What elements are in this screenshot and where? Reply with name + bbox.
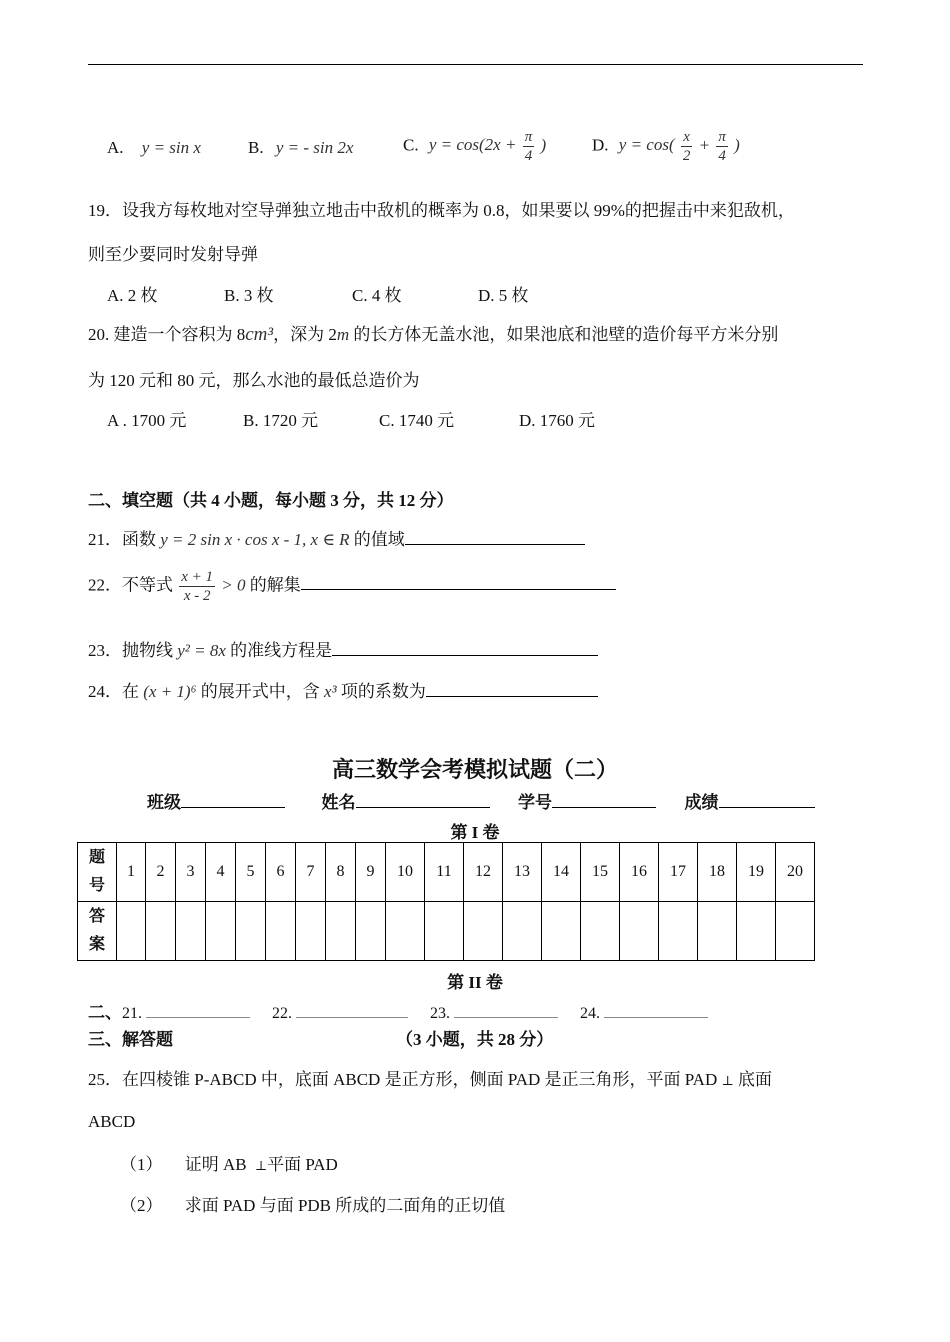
info-line (147, 788, 815, 813)
question-number: 18 (698, 843, 737, 902)
option-expression: y = - sin 2x (275, 138, 354, 157)
answer-cell[interactable] (117, 902, 146, 961)
q20-line2: 为 120 元和 80 元，那么水池的最低总造价为 (88, 371, 420, 390)
q20-line1: 20. 建造一个容积为 8cm³，深为 2m 的长方体无盖水池，如果池底和池壁的造价每平方米分别 (88, 324, 779, 345)
question-number: 16 (620, 843, 659, 902)
q24-expression: (x + 1)⁶ (143, 682, 197, 701)
answer-cell[interactable] (698, 902, 737, 961)
answer-cell[interactable] (386, 902, 425, 961)
question-number: 12 (464, 843, 503, 902)
fill-answers-line: 二、21. 22. 23. 24. (88, 998, 708, 1023)
question-number: 3 (176, 843, 206, 902)
row-label-question: 题号 (78, 843, 117, 902)
answer-sheet-title: 高三数学会考模拟试题（二） (331, 757, 618, 782)
q19-option-a: A. 2 枚 (107, 286, 158, 305)
table-row (78, 902, 815, 961)
unit-m: m (336, 325, 350, 344)
answer-cell[interactable] (146, 902, 176, 961)
question-number: 20 (776, 843, 815, 902)
section2-heading: 二、填空题（共 4 小题，每小题 3 分，共 12 分） (88, 491, 454, 510)
name-field[interactable] (356, 806, 490, 808)
section3-heading: 三、解答题 (88, 1030, 173, 1049)
q23-expression: y² = 8x (177, 641, 226, 660)
q21-answer-blank (405, 543, 585, 545)
question-number: 14 (542, 843, 581, 902)
answer-table (77, 842, 815, 961)
q20-option-b: B. 1720 元 (243, 411, 319, 430)
q18-option-b (248, 138, 353, 158)
q25-line1: 25．在四棱锥 P-ABCD 中，底面 ABCD 是正方形，侧面 PAD 是正三角形，平面 PAD ⊥ 底面 (88, 1070, 772, 1089)
answer-cell[interactable] (620, 902, 659, 961)
option-expression: y = sin x (141, 138, 201, 157)
question-number: 11 (425, 843, 464, 902)
option-expression: y = cos(2x + (428, 135, 517, 155)
q21-expression: y = 2 sin x · cos x - 1, x ∈ R (160, 530, 350, 549)
fraction: $\frac{\pi}{4}$ (718, 129, 726, 164)
fill-21-blank[interactable] (146, 1017, 250, 1018)
perpendicular-symbol: ⊥ (254, 1158, 268, 1173)
answer-cell[interactable] (326, 902, 356, 961)
id-label: 学号 (518, 793, 552, 812)
answer-cell[interactable] (266, 902, 296, 961)
q20-option-d: D. 1760 元 (519, 411, 596, 430)
score-label: 成绩 (684, 793, 719, 812)
answer-cell[interactable] (464, 902, 503, 961)
question-number: 10 (386, 843, 425, 902)
part2-label: 第 II 卷 (447, 973, 503, 992)
q19-option-b: B. 3 枚 (224, 286, 274, 305)
fraction: $\frac{x}{2}$ (682, 129, 691, 164)
q22-answer-blank (301, 588, 616, 590)
perpendicular-symbol: ⊥ (721, 1073, 734, 1088)
fill-22-blank[interactable] (296, 1017, 408, 1018)
row-label-answer: 答案 (78, 902, 117, 961)
section3-score-note: （3 小题，共 28 分） (396, 1030, 554, 1049)
answer-cell[interactable] (503, 902, 542, 961)
name-label: 姓名 (321, 793, 356, 812)
answer-cell[interactable] (737, 902, 776, 961)
question-number: 19 (737, 843, 776, 902)
table-row (78, 843, 815, 902)
answer-cell[interactable] (776, 902, 815, 961)
q19-line2: 则至少要同时发射导弹 (88, 245, 258, 264)
part1-label: 第 I 卷 (450, 823, 500, 842)
fill-23-blank[interactable] (454, 1017, 558, 1018)
q18-option-d: D. y = cos( $\frac{x}{2}$ + $\frac{\pi}{4}$ ) (592, 129, 740, 164)
question-number: 4 (206, 843, 236, 902)
question-number: 7 (296, 843, 326, 902)
q22-fraction: $\frac{x + 1}{x - 2}$ (181, 569, 214, 604)
unit-cm3: cm³ (245, 324, 274, 345)
answer-cell[interactable] (206, 902, 236, 961)
option-expression: y = cos( (618, 135, 675, 155)
q20-option-a: A . 1700 元 (107, 411, 187, 430)
question-number: 15 (581, 843, 620, 902)
question-number: 8 (326, 843, 356, 902)
q19-option-d: D. 5 枚 (478, 286, 529, 305)
question-number: 2 (146, 843, 176, 902)
answer-cell[interactable] (176, 902, 206, 961)
option-label: D. (592, 135, 609, 155)
answer-cell[interactable] (659, 902, 698, 961)
q24: 24．在 (x + 1)⁶ 的展开式中，含 x³ 项的系数为 (88, 677, 598, 702)
option-label: C. (403, 135, 419, 155)
q25-line2: ABCD (88, 1112, 136, 1131)
q21: 21．函数 y = 2 sin x · cos x - 1, x ∈ R 的值域 (88, 525, 585, 550)
q19-line1: 19．设我方每枚地对空导弹独立地击中敌机的概率为 0.8，如果要以 99%的把握击中来犯敌机， (88, 201, 795, 220)
q20-option-c: C. 1740 元 (379, 411, 455, 430)
answer-cell[interactable] (581, 902, 620, 961)
fraction: $\frac{\pi}{4}$ (524, 129, 533, 164)
answer-cell[interactable] (356, 902, 386, 961)
class-field[interactable] (181, 806, 285, 808)
q23-answer-blank (332, 654, 598, 656)
answer-cell[interactable] (425, 902, 464, 961)
q25-sub1: （1） 证明 AB ⊥平面 PAD (120, 1155, 338, 1174)
q24-answer-blank (426, 695, 598, 697)
q25-sub2: （2） 求面 PAD 与面 PDB 所成的二面角的正切值 (120, 1196, 506, 1215)
score-field[interactable] (719, 806, 815, 808)
answer-cell[interactable] (236, 902, 266, 961)
q18-option-c: C. y = cos(2x + $\frac{\pi}{4}$ ) (403, 129, 547, 164)
id-field[interactable] (552, 806, 656, 808)
option-label: A. (107, 138, 124, 157)
q23: 23．抛物线 y² = 8x 的准线方程是 (88, 636, 598, 661)
answer-cell[interactable] (542, 902, 581, 961)
question-number: 6 (266, 843, 296, 902)
question-number: 5 (236, 843, 266, 902)
question-number: 9 (356, 843, 386, 902)
question-number: 13 (503, 843, 542, 902)
q19-option-c: C. 4 枚 (352, 286, 402, 305)
question-number: 17 (659, 843, 698, 902)
class-label: 班级 (147, 793, 181, 812)
option-label: B. (248, 138, 264, 157)
answer-cell[interactable] (296, 902, 326, 961)
q22: 22．不等式 $\frac{x + 1}{x - 2}$ > 0 的解集 (88, 568, 616, 605)
q24-term: x³ (324, 682, 337, 701)
fill-24-blank[interactable] (604, 1017, 708, 1018)
q18-option-a (107, 138, 201, 158)
question-number: 1 (117, 843, 146, 902)
header-rule (88, 64, 863, 65)
